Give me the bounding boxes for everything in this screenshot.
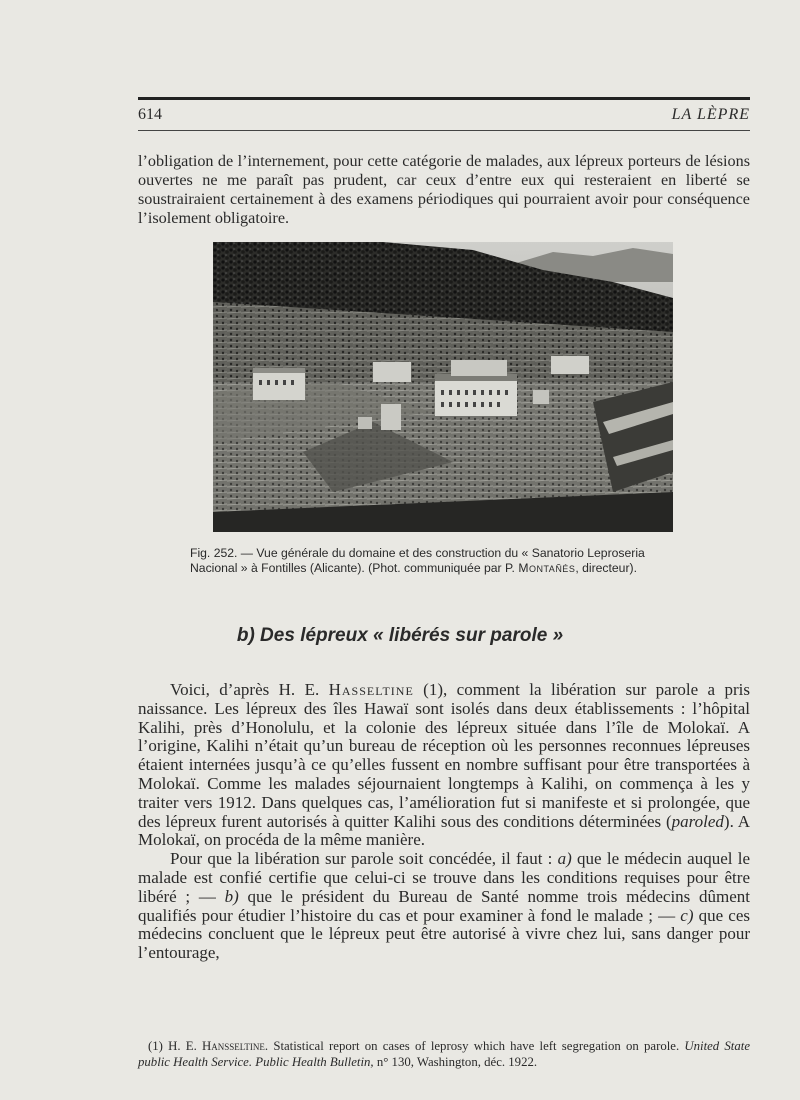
section-title: b) Des lépreux « libérés sur parole » bbox=[236, 625, 564, 646]
paragraph-parole-origin: Voici, d’après H. E. Hasseltine (1), comment la libération sur parole a pris naissance. Les lépreux des îles Hawaï sont isolés dans deux établissements : l’hôpital Kalihi, près d’Honolulu, et la colonie des lépreux située dans l’île de Molokaï. A l’origine, Kalihi n’était qu’un bureau de réception où les personnes reconnues lépreuses étaient internées jusqu’à ce qu’elles fussent en nombre suffisant pour être transportées à Molokaï. Comme les malades séjournaient longtemps à Kalihi, on commença à les y traiter vers 1912. Dans quelques cas, l’amélioration fut si manifeste et si prolongée, que des lépreux furent autorisés à quitter Kalihi sous des conditions déterminées (paroled). A Molokaï, on procéda de la même manière. bbox=[138, 680, 750, 850]
sanatorium-photograph bbox=[213, 242, 673, 532]
header-rule-thin bbox=[138, 130, 750, 131]
footnote: (1) H. E. Hansseltine. Statistical report on cases of leprosy which have left segregation on parole. United State public Health Service. Public Health Bulletin, n° 130, Washington, déc. 1922. bbox=[138, 1039, 750, 1069]
page-number: 614 bbox=[138, 106, 162, 123]
header-rule-thick bbox=[138, 97, 750, 100]
running-title: LA LÈPRE bbox=[671, 106, 750, 123]
author-name: Hasseltine bbox=[328, 680, 414, 699]
body-text bbox=[138, 681, 750, 963]
paragraph-parole-conditions: Pour que la libération sur parole soit concédée, il faut : a) que le médecin auquel le malade est confié certifie que celui-ci se trouve dans les conditions requises pour être libéré ; — b) que le président du Bureau de Santé nomme trois médecins dûment qualifiés pour étudier l’histoire du cas et pour examiner à fond le malade ; — c) que ces médecins concluent que le lépreux peut être autorisé à vivre chez lui, sans danger pour l’entourage, bbox=[138, 849, 751, 963]
intro-paragraph: l’obligation de l’internement, pour cette catégorie de malades, aux lépreux porteurs de lésions ouvertes ne me paraît pas prudent, car ceux d’entre eux qui resteraient en liberté se soustrairaient certainement à des examens périodiques qui pourraient avoir pour conséquence l’isolement obligatoire. bbox=[138, 152, 750, 227]
figure-caption: Fig. 252. — Vue générale du domaine et des construction du « Sanatorio Leproseria Nacional » à Fontilles (Alicante). (Phot. communiquée par P. Montañés, directeur). bbox=[190, 546, 645, 575]
caption-author: Montañés bbox=[518, 561, 576, 575]
